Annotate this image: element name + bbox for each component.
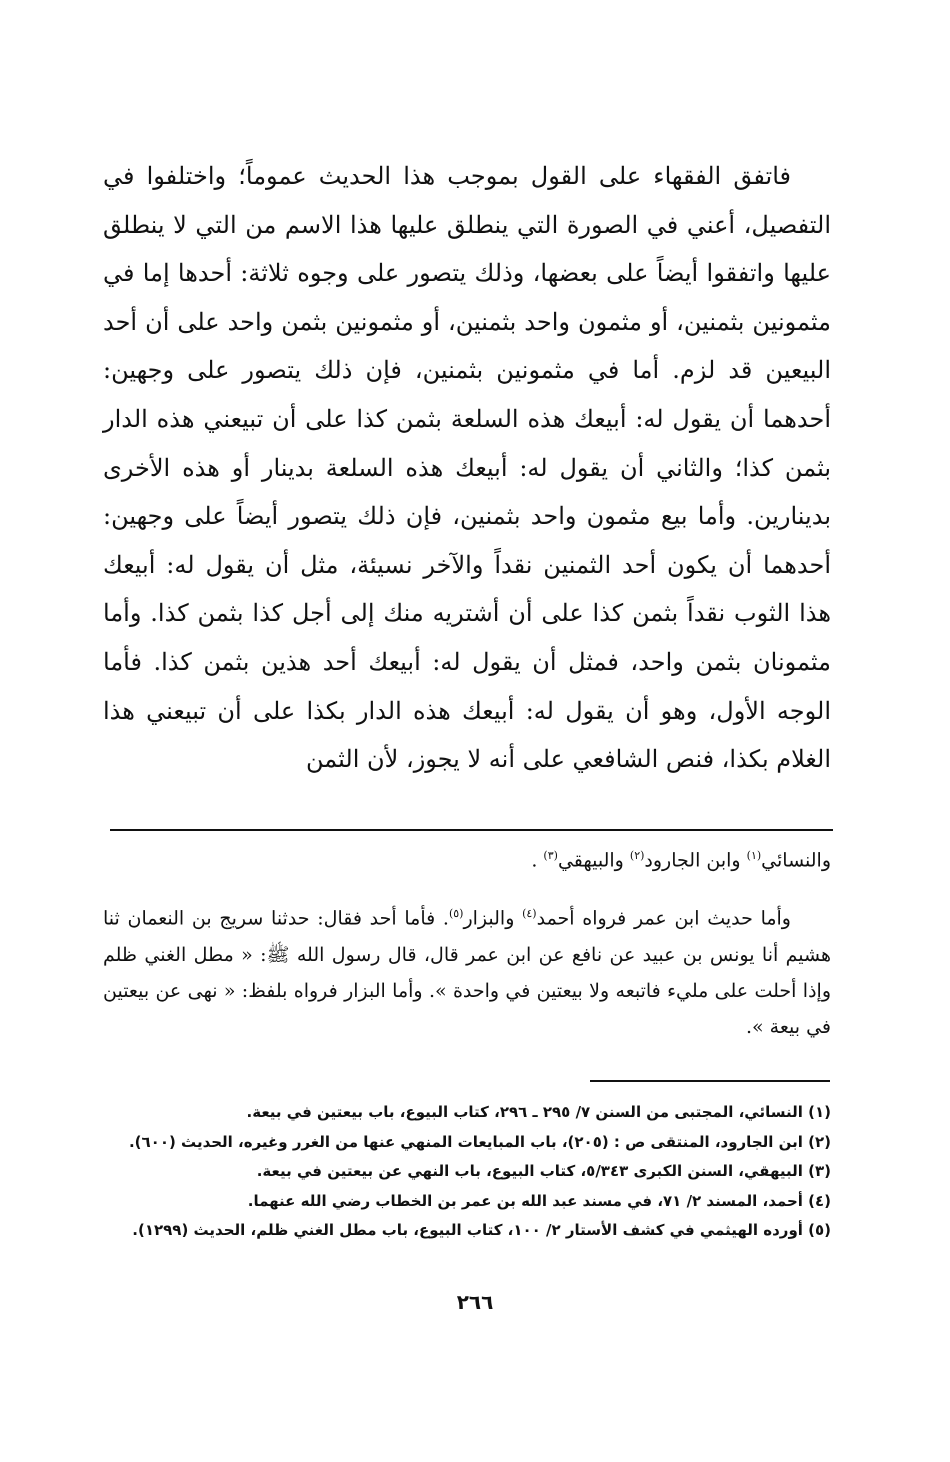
source-bayhaqi: والبيهقي <box>557 849 630 872</box>
footnote-4: (٤) أحمد، المسند ٢/ ٧١، في مسند عبد الله بن عمر بن الخطاب رضي الله عنهما. <box>247 1191 831 1210</box>
sources-line <box>103 838 831 878</box>
footnote-1: (١) النسائي، المجتبى من السنن ٧/ ٢٩٥ ـ ٢٩٦، كتاب البيوع، باب بيعتين في بيعة. <box>246 1103 831 1121</box>
footnote-ref-4[interactable]: (٤) <box>522 907 537 921</box>
footnote-3: (٣) البيهقي، السنن الكبرى ٥/٣٤٣، كتاب البيوع، باب النهي عن بيعتين في بيعة. <box>256 1162 831 1180</box>
source-ibn-jarud: وابن الجارود <box>644 849 747 872</box>
footnote-ref-5[interactable]: (٥) <box>448 907 464 921</box>
sources-line-end: . <box>531 849 544 872</box>
hadith-text: . فأما أحد فقال: حدثنا سريج بن النعمان ثنا هشيم أنا يونس بن عبيد عن نافع عن ابن عمر قال، قال رسول الله ﷺ: « مطل الغني ظلم وإذا أحلت على مليء فاتبعه ولا بيعتين في واحدة ». وأما البزار فرواه بلفظ: « نهى عن بيعتين في بيعة ». <box>103 907 831 1038</box>
hadith-paragraph <box>103 896 831 1044</box>
secondary-text-block <box>103 838 831 1045</box>
page-number: ٢٦٦ <box>456 1290 494 1314</box>
main-separator-rule <box>110 829 833 831</box>
footnote-ref-1[interactable]: (١) <box>746 849 762 862</box>
main-text-block <box>103 152 831 784</box>
main-paragraph: فاتفق الفقهاء على القول بموجب هذا الحديث عموماً؛ واختلفوا في التفصيل، أعني في الصورة التي ينطلق عليها هذا الاسم من التي لا ينطلق عليها واتفقوا أيضاً على بعضها، وذلك يتصور على وجوه ثلاثة: أحدها إما في مثمونين بثمنين، أو مثمون واحد بثمنين، أو مثمونين بثمن واحد على أن أحد البيعين قد لزم. أما في مثمونين بثمنين، فإن ذلك يتصور على وجهين: أحدهما أن يقول له: أبيعك هذه السلعة بثمن كذا على أن تبيعني هذه الدار بثمن كذا؛ والثاني أن يقول له: أبيعك هذه السلعة بدينار أو هذه الأخرى بدينارين. وأما بيع مثمون واحد بثمنين، فإن ذلك يتصور أيضاً على وجهين: أحدهما أن يكون أحد الثمنين نقداً والآخر نسيئة، مثل أن يقول له: أبيعك هذا الثوب نقداً بثمن كذا على أن أشتريه منك إلى أجل كذا بثمن كذا. وأما مثمونان بثمن واحد، فمثل أن يقول له: أبيعك أحد هذين بثمن كذا. فأما الوجه الأول، وهو أن يقول له: أبيعك هذه الدار بكذا على أن تبيعني هذا الغلام بكذا، فنص الشافعي على أنه لا يجوز، لأن الثمن <box>103 162 832 774</box>
footnote-ref-3[interactable]: (٣) <box>543 849 558 862</box>
footnote-5: (٥) أورده الهيثمي في كشف الأستار ٢/ ١٠٠، كتاب البيوع، باب مطل الغني ظلم، الحديث (١٢٩٩). <box>132 1221 831 1239</box>
source-nasai: والنسائي <box>761 849 831 872</box>
hadith-bazzar: والبزار <box>463 907 523 930</box>
footnotes-block <box>103 1098 831 1246</box>
footnote-ref-2[interactable]: (٢) <box>629 849 645 862</box>
hadith-intro: وأما حديث ابن عمر فرواه أحمد <box>536 907 791 930</box>
footnote-2: (٢) ابن الجارود، المنتقى ص : (٢٠٥)، باب المبايعات المنهي عنها من الغرر وغيره، الحديث (٦٠٠). <box>128 1132 831 1151</box>
footnotes-separator-rule <box>590 1080 830 1082</box>
